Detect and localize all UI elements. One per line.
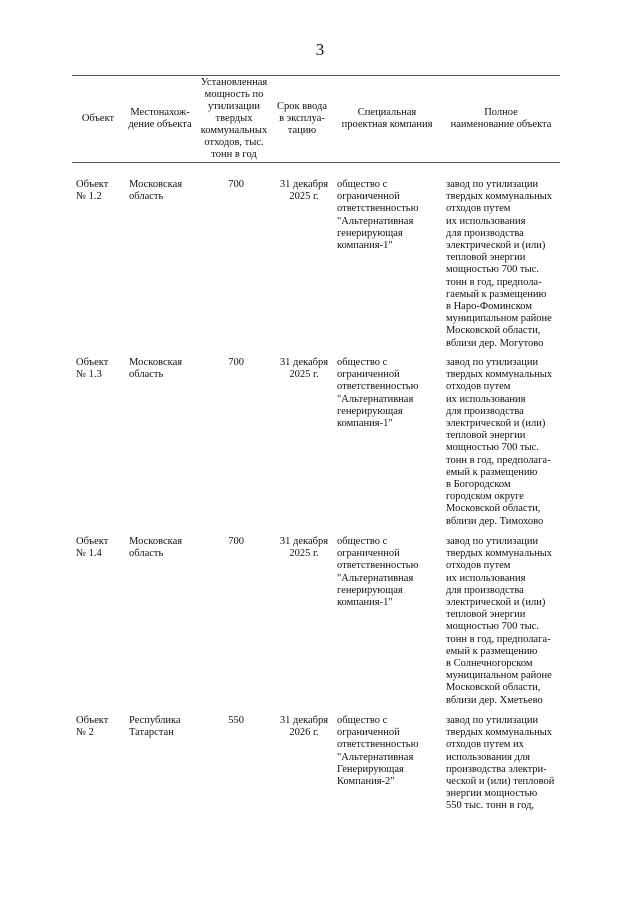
table-header-rule — [72, 162, 560, 163]
cell-object: Объект № 1.2 — [76, 179, 109, 203]
header-object: Объект — [81, 113, 115, 124]
cell-fullname: завод по утилизации твердых коммунальных отходов путем их использования для производства электрической и (или) тепловой энергии мощностью 700 тыс. тонн в год, предполага- емый к размещению в Солнечногорском муниципальном районе Московской области, вблизи дер. Хметьево — [446, 536, 553, 706]
cell-object: Объект № 1.4 — [76, 536, 109, 560]
cell-company: общество с ограниченной ответственностью "Альтернативная генерирующая компания-1" — [337, 179, 419, 252]
cell-location: Республика Татарстан — [129, 715, 181, 739]
cell-company: общество с ограниченной ответственностью "Альтернативная Генерирующая Компания-2" — [337, 715, 419, 788]
cell-capacity: 700 — [228, 357, 244, 368]
cell-commissioning: 31 декабря 2025 г. — [279, 179, 329, 203]
cell-commissioning: 31 декабря 2026 г. — [279, 715, 329, 739]
cell-location: Московская область — [129, 179, 183, 203]
cell-commissioning: 31 декабря 2025 г. — [279, 536, 329, 560]
cell-capacity: 700 — [228, 536, 244, 547]
cell-object: Объект № 1.3 — [76, 357, 109, 381]
header-capacity: Установленная мощность по утилизации твердых коммунальных отходов, тыс. тонн в год — [200, 77, 268, 160]
cell-location: Московская область — [129, 536, 183, 560]
cell-capacity: 700 — [228, 179, 244, 190]
cell-commissioning: 31 декабря 2025 г. — [279, 357, 329, 381]
cell-company: общество с ограниченной ответственностью "Альтернативная генерирующая компания-1" — [337, 536, 419, 609]
cell-object: Объект № 2 — [76, 715, 109, 739]
page-number: 3 — [315, 40, 325, 59]
header-fullname: Полное наименование объекта — [450, 107, 552, 130]
cell-fullname: завод по утилизации твердых коммунальных отходов путем их использования для производства электри- ческой и (или) тепловой энергии мощностью 550 тыс. тонн в год, — [446, 715, 555, 812]
cell-capacity: 550 — [228, 715, 244, 726]
header-company: Специальная проектная компания — [341, 107, 433, 130]
cell-company: общество с ограниченной ответственностью "Альтернативная генерирующая компания-1" — [337, 357, 419, 430]
cell-fullname: завод по утилизации твердых коммунальных отходов путем их использования для производства электрической и (или) тепловой энергии мощностью 700 тыс. тонн в год, предполага- емый к размещению в Богородском городском округе Московской области, вблизи дер. Тимохово — [446, 357, 553, 527]
header-commissioning: Срок ввода в эксплуа- тацию — [276, 101, 328, 136]
header-location: Местонахож- дение объекта — [128, 107, 192, 130]
cell-fullname: завод по утилизации твердых коммунальных отходов путем их использования для производства электрической и (или) тепловой энергии мощностью 700 тыс. тонн в год, предпола- гаемый к размещению в Наро-Фоминском муниципальном районе Московской области, вблизи дер. Могутово — [446, 179, 553, 349]
cell-location: Московская область — [129, 357, 183, 381]
